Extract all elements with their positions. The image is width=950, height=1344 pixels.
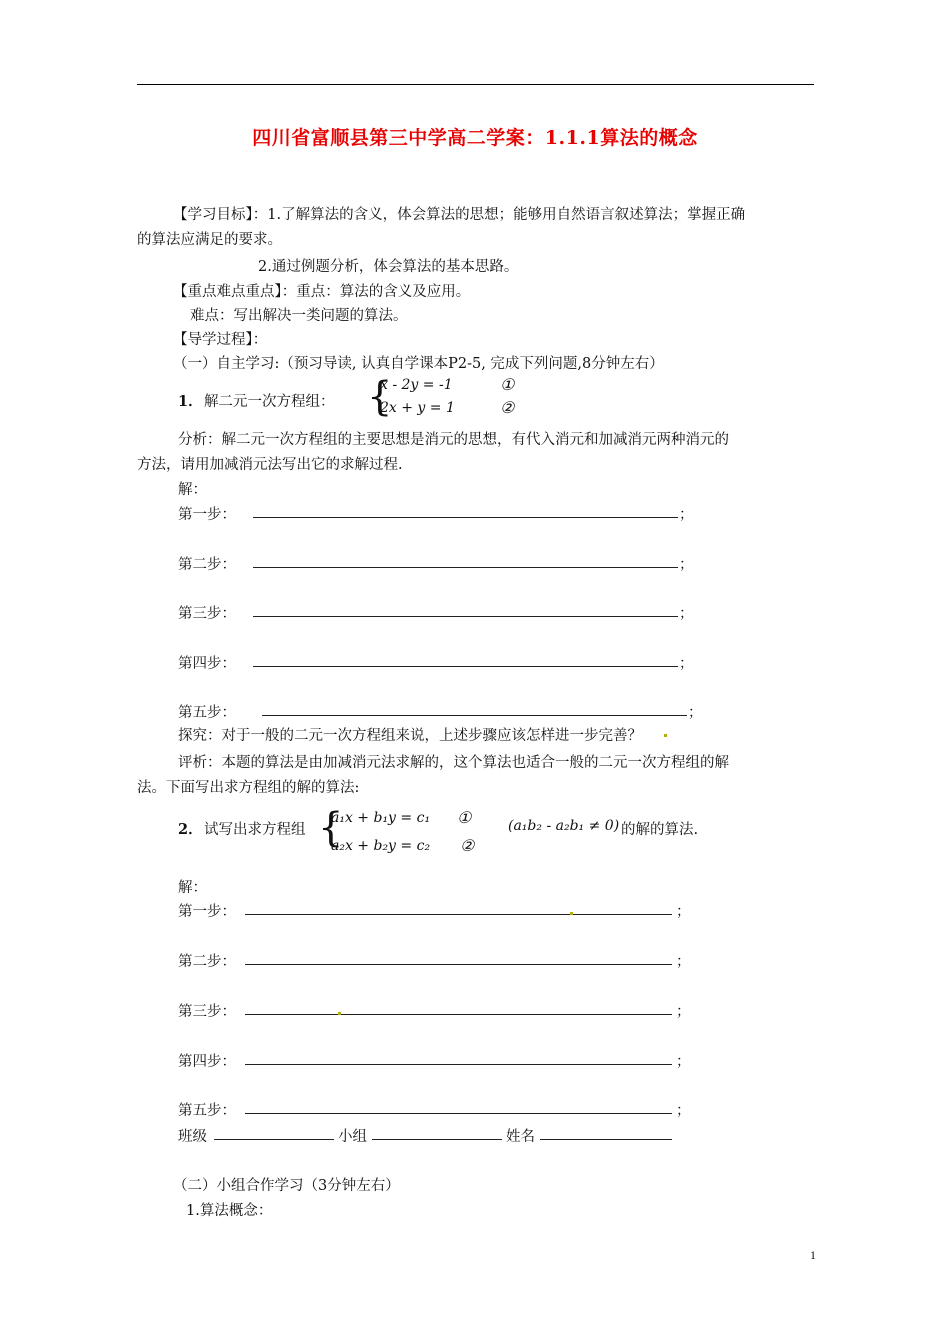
objectives-label: 【学习目标】 — [173, 207, 253, 223]
problem1-brace: { — [367, 374, 393, 420]
problem2-number: 2． — [178, 821, 203, 838]
solution2-label: 解： — [178, 880, 207, 896]
comment-line2: 法。下面写出求方程组的解的算法: — [137, 780, 360, 796]
step1-label: 第一步： — [178, 507, 236, 523]
concept-label: 1.算法概念： — [186, 1203, 273, 1219]
key-points: 【重点难点重点】：重点：算法的含义及应用。 — [173, 284, 471, 300]
step1-answer-line[interactable] — [253, 517, 678, 518]
step5-label: 第五步： — [178, 705, 236, 721]
scan-mark — [338, 1012, 341, 1015]
p2-step5-answer-line[interactable] — [245, 1113, 672, 1114]
analysis-line1: 分析：解二元一次方程组的主要思想是消元的思想，有代入消元和加减消元两种消元的 — [178, 432, 729, 448]
name-field[interactable] — [540, 1139, 672, 1140]
p2-step1-semicolon: ； — [676, 904, 691, 920]
p2-step4-label: 第四步： — [178, 1054, 236, 1070]
section1-heading: （一）自主学习:（预习导读, 认真自学课本P2-5, 完成下列问题,8分钟左右） — [173, 356, 664, 372]
problem1-eq1: x - 2y = -1 — [380, 377, 453, 393]
problem1-number: 1． — [178, 393, 203, 410]
class-label: 班级 — [178, 1129, 207, 1145]
problem2-suffix: 的解的算法. — [621, 822, 699, 838]
scan-mark — [664, 734, 667, 737]
problem2-text: 试写出求方程组 — [204, 822, 306, 838]
p2-step2-answer-line[interactable] — [245, 964, 672, 965]
p2-step3-semicolon: ； — [676, 1004, 691, 1020]
step2-answer-line[interactable] — [253, 567, 678, 568]
problem2-eq2: a₂x + b₂y = c₂ — [331, 838, 431, 854]
p2-step2-label: 第二步： — [178, 954, 236, 970]
step5-answer-line[interactable] — [262, 715, 687, 716]
step3-semicolon: ； — [679, 606, 694, 622]
problem1-text: 解二元一次方程组： — [204, 394, 335, 410]
difficulty: 难点：写出解决一类问题的算法。 — [190, 308, 408, 324]
comment-line1: 评析：本题的算法是由加减消元法求解的，这个算法也适合一般的二元一次方程组的解 — [178, 755, 729, 771]
process-label: 【导学过程】： — [173, 332, 268, 348]
step3-label: 第三步： — [178, 606, 236, 622]
p2-step1-label: 第一步： — [178, 904, 236, 920]
problem1-mark2: ② — [500, 398, 515, 417]
step1-semicolon: ； — [679, 507, 694, 523]
problem1-mark1: ① — [500, 375, 515, 394]
solution1-label: 解： — [178, 482, 207, 498]
scan-mark — [570, 912, 573, 915]
section2-heading: （二）小组合作学习（3分钟左右） — [173, 1178, 400, 1194]
problem2-eq1: a₁x + b₁y = c₁ — [331, 810, 431, 826]
objectives-line2: 的算法应满足的要求。 — [137, 232, 282, 248]
problem2-brace: { — [318, 805, 344, 851]
step3-answer-line[interactable] — [253, 616, 678, 617]
problem2-mark2: ② — [460, 836, 475, 855]
p2-step3-answer-line[interactable] — [245, 1014, 672, 1015]
analysis-line2: 方法，请用加减消元法写出它的求解过程. — [137, 457, 403, 473]
step4-semicolon: ； — [679, 656, 694, 672]
name-label: 姓名 — [506, 1129, 535, 1145]
page-number: 1 — [810, 1248, 816, 1262]
problem1-eq2: 2x + y = 1 — [380, 400, 455, 416]
step5-semicolon: ； — [688, 705, 703, 721]
p2-step3-label: 第三步： — [178, 1004, 236, 1020]
class-field[interactable] — [214, 1139, 334, 1140]
step4-label: 第四步： — [178, 656, 236, 672]
group-field[interactable] — [372, 1139, 502, 1140]
p2-step1-answer-line[interactable] — [245, 914, 672, 915]
problem2-mark1: ① — [457, 808, 472, 827]
objectives-line1: 【学习目标】：1.了解算法的含义，体会算法的思想；能够用自然语言叙述算法；掌握正确 — [173, 207, 746, 223]
key-points-label: 【重点难点重点】 — [173, 284, 282, 300]
p2-step5-semicolon: ； — [676, 1103, 691, 1119]
page-title: 四川省富顺县第三中学高二学案：1.1.1算法的概念 — [252, 127, 698, 149]
p2-step2-semicolon: ； — [676, 954, 691, 970]
group-label: 小组 — [338, 1129, 367, 1145]
step2-label: 第二步： — [178, 557, 236, 573]
p2-step4-answer-line[interactable] — [245, 1064, 672, 1065]
explore-text: 探究：对于一般的二元一次方程组来说，上述步骤应该怎样进一步完善？ — [178, 728, 642, 744]
header-rule — [137, 84, 814, 85]
step4-answer-line[interactable] — [253, 666, 678, 667]
step2-semicolon: ； — [679, 557, 694, 573]
objectives-line3: 2.通过例题分析，体会算法的基本思路。 — [258, 259, 519, 275]
problem2-condition: (a₁b₂ - a₂b₁ ≠ 0) — [508, 818, 620, 834]
p2-step5-label: 第五步： — [178, 1103, 236, 1119]
p2-step4-semicolon: ； — [676, 1054, 691, 1070]
